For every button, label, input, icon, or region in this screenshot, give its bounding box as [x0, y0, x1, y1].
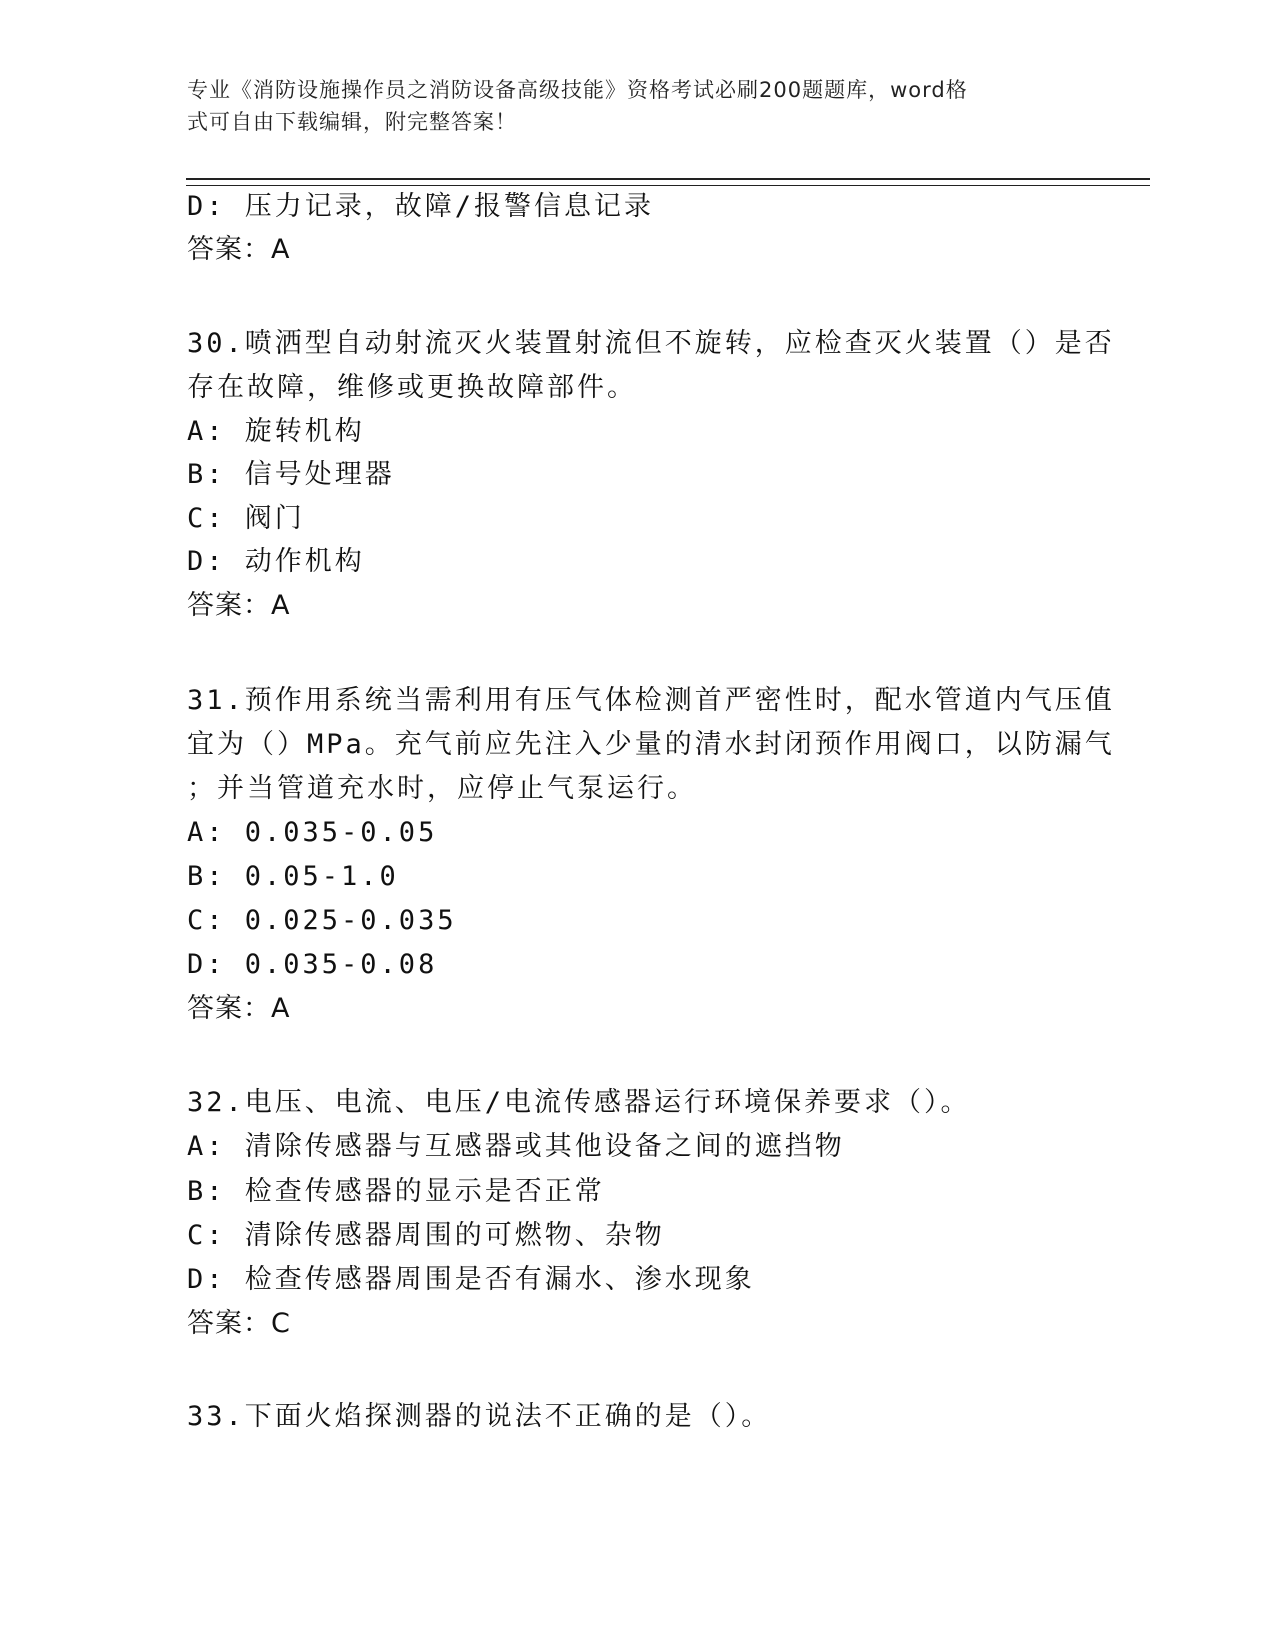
- q32-option-a: A: 清除传感器与互感器或其他设备之间的遮挡物: [187, 1131, 845, 1162]
- q31-answer: 答案：A: [187, 993, 291, 1024]
- q31-option-c: C: 0.025-0.035: [187, 905, 457, 936]
- document-header: [187, 74, 1087, 138]
- q30-stem-line-1: 30.喷洒型自动射流灭火装置射流但不旋转，应检查灭火装置（）是否: [187, 328, 1115, 359]
- q33-stem-line-1: 33.下面火焰探测器的说法不正确的是（）。: [187, 1401, 772, 1432]
- q31-option-b: B: 0.05-1.0: [187, 861, 399, 892]
- q30-option-c: C: 阀门: [187, 503, 305, 534]
- q32-answer: 答案：C: [187, 1308, 291, 1339]
- q30-answer: 答案：A: [187, 590, 291, 621]
- prev-option-d: D: 压力记录，故障/报警信息记录: [187, 191, 655, 222]
- q30-option-d: D: 动作机构: [187, 546, 365, 577]
- header-line-1: 专业《消防设施操作员之消防设备高级技能》资格考试必刷200题题库，word格: [187, 78, 968, 102]
- q30-option-b: B: 信号处理器: [187, 459, 395, 490]
- q32-stem-line-1: 32.电压、电流、电压/电流传感器运行环境保养要求（）。: [187, 1087, 971, 1118]
- q32-option-c: C: 清除传感器周围的可燃物、杂物: [187, 1220, 665, 1251]
- q31-stem-line-1: 31.预作用系统当需利用有压气体检测首严密性时，配水管道内气压值: [187, 685, 1115, 716]
- header-divider: [186, 178, 1150, 186]
- q32-option-b: B: 检查传感器的显示是否正常: [187, 1176, 605, 1207]
- prev-answer: 答案：A: [187, 234, 291, 265]
- q31-option-a: A: 0.035-0.05: [187, 817, 438, 848]
- q31-stem-line-3: ；并当管道充水时，应停止气泵运行。: [187, 773, 697, 804]
- q30-stem-line-2: 存在故障，维修或更换故障部件。: [187, 372, 637, 403]
- q30-option-a: A: 旋转机构: [187, 416, 365, 447]
- q32-option-d: D: 检查传感器周围是否有漏水、渗水现象: [187, 1264, 755, 1295]
- header-line-2: 式可自由下载编辑，附完整答案！: [187, 110, 517, 134]
- q31-stem-line-2: 宜为（）MPa。充气前应先注入少量的清水封闭预作用阀口，以防漏气: [187, 729, 1115, 760]
- q31-option-d: D: 0.035-0.08: [187, 949, 438, 980]
